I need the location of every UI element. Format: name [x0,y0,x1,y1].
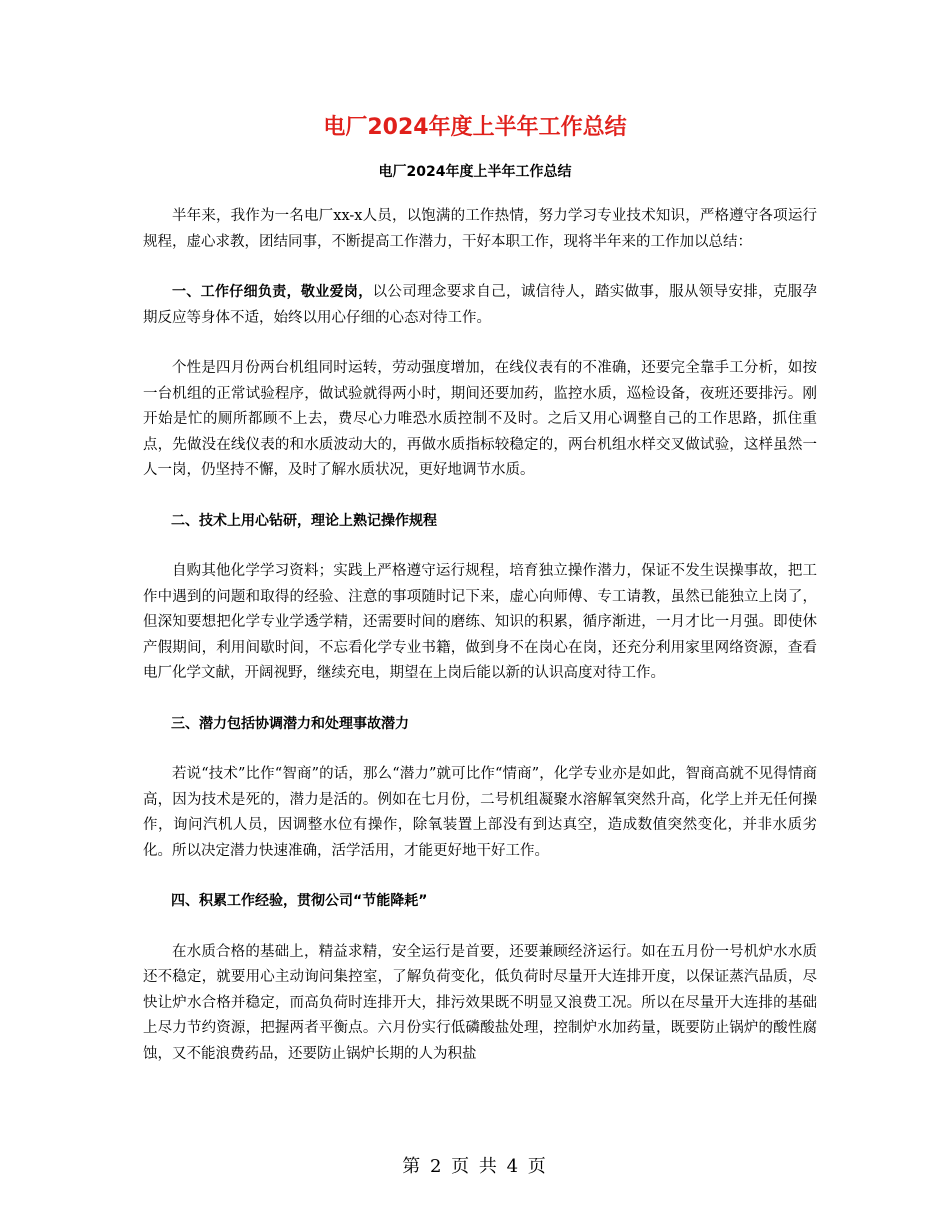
paragraph-section-2: 自购其他化学学习资料；实践上严格遵守运行规程，培育独立操作潜力，保证不发生误操事故，把工作中遇到的问题和取得的经验、注意的事项随时记下来，虚心向师傅、专工请教，虽然已能独立上岗了，但深知要想把化学专业学透学精，还需要时间的磨练、知识的积累，循序渐进，一月才比一月强。即使休产假期间，利用间歇时间，不忘看化学专业书籍，做到身不在岗心在岗，还充分利用家里网络资源，查看电厂化学文献，开阔视野，继续充电，期望在上岗后能以新的认识高度对待工作。 [143,563,817,681]
paragraph-section-3: 若说“技术”比作“智商”的话，那么“潜力”就可比作“情商”，化学专业亦是如此，智商高就不见得情商高，因为技术是死的，潜力是活的。例如在七月份，二号机组凝聚水溶解氧突然升高，化学上并无任何操作，询问汽机人员，因调整水位有操作，除氧装置上部没有到达真空，造成数值突然变化，并非水质劣化。所以决定潜力快速准确，活学活用，才能更好地干好工作。 [143,766,817,859]
section-2-heading: 二、技术上用心钻研，理论上熟记操作规程 [171,512,437,529]
section-1-heading: 一、工作仔细负责，敬业爱岗， [172,284,373,300]
document-body [143,204,817,1092]
document-subtitle: 电厂2024年度上半年工作总结 [378,164,572,180]
paragraph-intro: 半年来，我作为一名电厂xx-x人员，以饱满的工作热情，努力学习专业技术知识，严格遵守各项运行规程，虚心求教，团结同事，不断提高工作潜力，干好本职工作，现将半年来的工作加以总结： [143,208,817,250]
paragraph-section-1-detail: 个性是四月份两台机组同时运转，劳动强度增加，在线仪表有的不准确，还要完全靠手工分析，如按一台机组的正常试验程序，做试验就得两小时，期间还要加药，监控水质，巡检设备，夜班还要排污。刚开始是忙的厕所都顾不上去，费尽心力唯恐水质控制不及时。之后又用心调整自己的工作思路，抓住重点，先做没在线仪表的和水质波动大的，再做水质指标较稳定的，两台机组水样交叉做试验，这样虽然一人一岗，仍坚持不懈，及时了解水质状况，更好地调节水质。 [143,360,817,478]
paragraph-section-4: 在水质合格的基础上，精益求精，安全运行是首要，还要兼顾经济运行。如在五月份一号机炉水水质还不稳定，就要用心主动询问集控室，了解负荷变化，低负荷时尽量开大连排开度，以保证蒸汽品质，尽快让炉水合格并稳定，而高负荷时连排开大，排污效果既不明显又浪费工况。所以在尽量开大连排的基础上尽力节约资源，把握两者平衡点。六月份实行低磷酸盐处理，控制炉水加药量，既要防止锅炉的酸性腐蚀，又不能浪费药品，还要防止锅炉长期的人为积盐 [143,943,817,1062]
document-title: 电厂2024年度上半年工作总结 [323,115,627,140]
paragraph-section-1: 一、工作仔细负责，敬业爱岗，以公司理念要求自己，诚信待人，踏实做事，服从领导安排，克服孕期反应等身体不适，始终以用心仔细的心态对待工作。 [143,284,818,326]
section-4-heading: 四、积累工作经验，贯彻公司“节能降耗” [171,893,428,909]
section-3-heading: 三、潜力包括协调潜力和处理事故潜力 [171,715,409,732]
page-number: 第 2 页 共 4 页 [402,1156,548,1177]
